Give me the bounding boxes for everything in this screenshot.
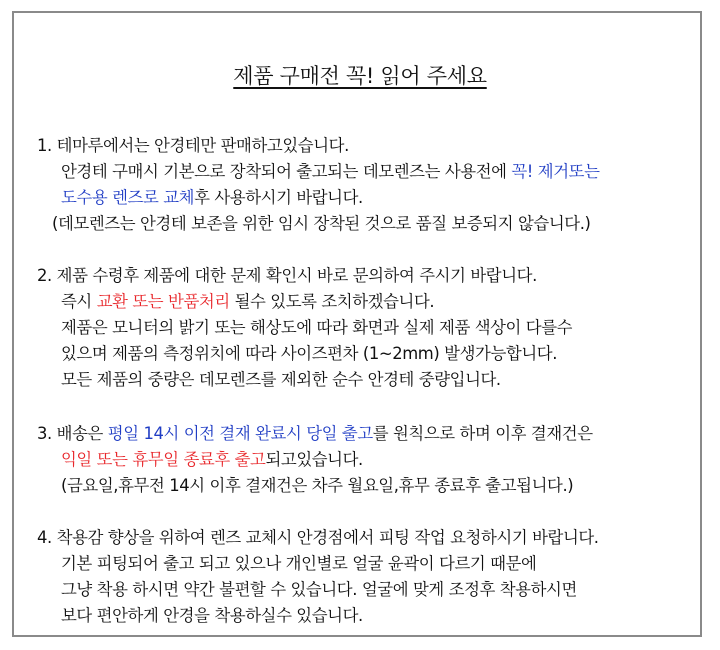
notice-text: 3. 배송은 [37,424,108,443]
notice-line-3-2 [61,447,363,473]
notice-text: 1. 테마루에서는 안경테만 판매하고있습니다. [37,136,349,155]
notice-line-4-3 [61,577,577,603]
notice-text: 되고있습니다. [265,450,363,469]
notice-text: (금요일,휴무전 14시 이후 결재건은 차주 월요일,휴무 종료후 출고됩니다.) [61,476,574,495]
notice-title-text: 제품 구매전 꼭! 읽어 주세요 [233,64,487,88]
notice-line-1-1 [37,133,349,159]
highlight-red-text: 익일 또는 휴무일 종료후 출고 [61,450,266,469]
notice-line-4-4 [61,603,363,629]
notice-text: 즉시 [61,292,97,311]
notice-text: 기본 피팅되어 출고 되고 있으나 개인별로 얼굴 윤곽이 다르기 때문에 [61,554,537,573]
notice-text: 를 원칙으로 하며 이후 결재건은 [372,424,593,443]
notice-text: 있으며 제품의 측정위치에 따라 사이즈편차 (1~2mm) 발생가능합니다. [61,344,558,363]
notice-line-1-4 [52,211,591,237]
notice-line-2-4 [61,341,557,367]
highlight-red-text: 교환 또는 반품처리 [96,292,230,311]
notice-text: 안경테 구매시 기본으로 장착되어 출고되는 데모렌즈는 사용전에 [61,162,512,181]
highlight-blue-text: 평일 14시 이전 결재 완료시 당일 출고 [107,424,373,443]
notice-text: 2. 제품 수령후 제품에 대한 문제 확인시 바로 문의하여 주시기 바랍니다. [37,266,537,285]
notice-line-3-3 [61,473,573,499]
notice-line-4-2 [61,551,536,577]
notice-line-3-1 [37,421,593,447]
highlight-blue-text: 꼭! 제거또는 [511,162,600,181]
highlight-blue-text: 도수용 렌즈로 교체 [61,188,195,207]
notice-text: 후 사용하시기 바랍니다. [194,188,363,207]
notice-line-1-3 [61,185,363,211]
notice-text: 제품은 모니터의 밝기 또는 해상도에 따라 화면과 실제 제품 색상이 다를수 [61,318,573,337]
notice-line-2-3 [61,315,572,341]
notice-text: 보다 편안하게 안경을 착용하실수 있습니다. [61,606,363,625]
notice-line-2-5 [61,367,501,393]
notice-text: 될수 있도록 조치하겠습니다. [229,292,435,311]
notice-title [0,61,720,91]
notice-line-2-2 [61,289,434,315]
notice-text: 그냥 착용 하시면 약간 불편할 수 있습니다. 얼굴에 맞게 조정후 착용하시면 [61,580,577,599]
notice-text: 모든 제품의 중량은 데모렌즈를 제외한 순수 안경테 중량입니다. [61,370,501,389]
notice-line-1-2 [61,159,600,185]
notice-text: (데모렌즈는 안경테 보존을 위한 임시 장착된 것으로 품질 보증되지 않습니다.) [52,214,591,233]
notice-line-2-1 [37,263,537,289]
notice-line-4-1 [37,525,599,551]
notice-text: 4. 착용감 향상을 위하여 렌즈 교체시 안경점에서 피팅 작업 요청하시기 바랍니다. [37,528,599,547]
